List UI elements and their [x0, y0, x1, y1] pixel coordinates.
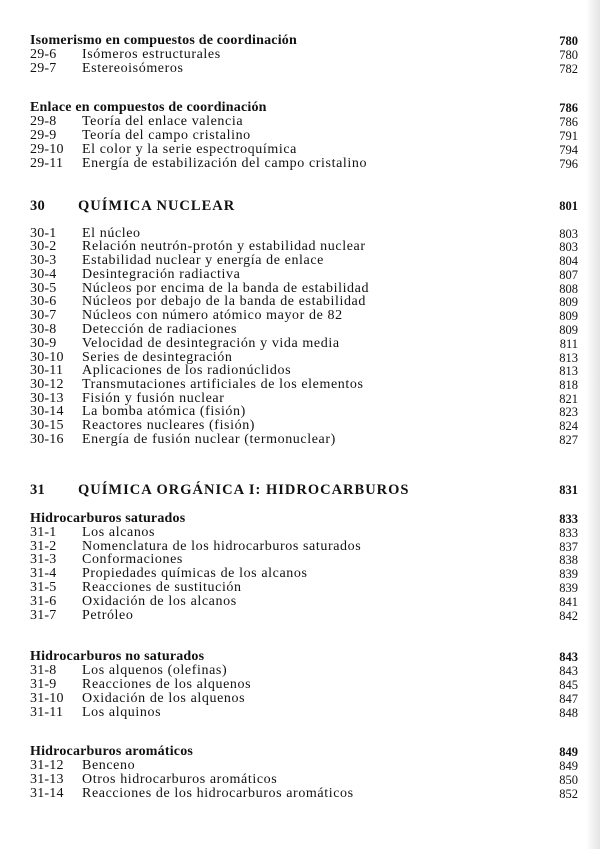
entry-number: 31 [30, 482, 45, 498]
page-edge-shadow [586, 0, 600, 849]
entry-title: Reacciones de los alquenos [82, 677, 252, 692]
entry-number: 30-2 [30, 239, 57, 254]
page-number: 786 [559, 101, 578, 115]
page-number: 833 [559, 512, 578, 526]
entry-number: 31-11 [30, 705, 64, 720]
toc-entry [0, 526, 600, 540]
page-number: 842 [559, 609, 578, 623]
page-number: 843 [559, 650, 578, 664]
entry-title: Oxidación de los alquenos [82, 691, 246, 706]
toc-entry [0, 309, 600, 323]
entry-number: 29-8 [30, 114, 57, 129]
entry-number: 30-5 [30, 281, 57, 296]
entry-title: Núcleos con número atómico mayor de 82 [82, 308, 343, 323]
entry-number: 31-5 [30, 580, 57, 595]
page-number: 850 [559, 773, 578, 787]
toc-entry [0, 157, 600, 171]
toc-entry [0, 295, 600, 309]
entry-number: 30-9 [30, 336, 57, 351]
entry-title: El núcleo [82, 226, 141, 241]
toc-entry [0, 419, 600, 433]
entry-title: Teoría del campo cristalino [82, 128, 251, 143]
entry-number: 29-9 [30, 128, 57, 143]
entry-number: 31-3 [30, 552, 57, 567]
page-number: 780 [559, 48, 578, 62]
entry-title: Petróleo [82, 608, 134, 623]
chapter-heading [0, 199, 600, 213]
entry-number: 30-15 [30, 418, 64, 433]
entry-title: Hidrocarburos no saturados [30, 649, 205, 664]
entry-title: Relación neutrón-protón y estabilidad nuclear [82, 239, 366, 254]
page-number: 809 [559, 309, 578, 323]
page-number: 804 [559, 254, 578, 268]
entry-title: Reacciones de los hidrocarburos aromáticos [82, 786, 354, 801]
entry-title: Benceno [82, 758, 136, 773]
toc-entry [0, 581, 600, 595]
entry-number: 31-1 [30, 525, 57, 540]
entry-number: 31-12 [30, 758, 64, 773]
entry-number: 30 [30, 198, 45, 214]
entry-number: 30-10 [30, 350, 64, 365]
page-number: 818 [559, 378, 578, 392]
entry-number: 30-6 [30, 294, 57, 309]
entry-title: Núcleos por debajo de la banda de estabilidad [82, 294, 366, 309]
entry-number: 30-11 [30, 363, 64, 378]
toc-entry [0, 143, 600, 157]
entry-title: La bomba atómica (fisión) [82, 404, 246, 419]
page-number: 847 [559, 692, 578, 706]
entry-title: Núcleos por encima de la banda de estabilidad [82, 281, 370, 296]
entry-number: 30-14 [30, 404, 64, 419]
page-number: 809 [559, 323, 578, 337]
entry-title: Enlace en compuestos de coordinación [30, 100, 267, 115]
page-number: 782 [559, 62, 578, 76]
toc-entry [0, 337, 600, 351]
page-number: 849 [559, 759, 578, 773]
entry-number: 31-4 [30, 566, 57, 581]
toc-entry [0, 405, 600, 419]
entry-title: Energía de fusión nuclear (termonuclear) [82, 432, 336, 447]
page-number: 813 [559, 351, 578, 365]
entry-number: 30-16 [30, 432, 64, 447]
entry-title: Fisión y fusión nuclear [82, 391, 225, 406]
entry-title: Isomerismo en compuestos de coordinación [30, 33, 297, 48]
page-number: 821 [559, 392, 578, 406]
toc-entry [0, 378, 600, 392]
toc-entry [0, 433, 600, 447]
toc-entry [0, 692, 600, 706]
page-number: 831 [559, 483, 578, 497]
entry-title: Desintegración radiactiva [82, 267, 241, 282]
page-number: 841 [559, 595, 578, 609]
entry-title: El color y la serie espectroquímica [82, 142, 297, 157]
toc-entry [0, 254, 600, 268]
toc-entry [0, 48, 600, 62]
page-number: 791 [559, 129, 578, 143]
entry-title: Propiedades químicas de los alcanos [82, 566, 308, 581]
entry-title: Estabilidad nuclear y energía de enlace [82, 253, 324, 268]
entry-title: Reactores nucleares (fisión) [82, 418, 256, 433]
entry-number: 30-12 [30, 377, 64, 392]
page-number: 786 [559, 115, 578, 129]
page-number: 780 [559, 34, 578, 48]
entry-title: Conformaciones [82, 552, 183, 567]
page-number: 827 [559, 433, 578, 447]
page-number: 845 [559, 678, 578, 692]
page-number: 794 [559, 143, 578, 157]
entry-title: Teoría del enlace valencia [82, 114, 244, 129]
page-number: 837 [559, 540, 578, 554]
entry-title: Estereoisómeros [82, 61, 184, 76]
entry-title: Reacciones de sustitución [82, 580, 242, 595]
page-number: 796 [559, 157, 578, 171]
section-heading [0, 745, 600, 759]
entry-title: Nomenclatura de los hidrocarburos saturados [82, 539, 362, 554]
toc-entry [0, 240, 600, 254]
section-heading [0, 34, 600, 48]
entry-title: Hidrocarburos aromáticos [30, 744, 194, 759]
entry-number: 30-8 [30, 322, 57, 337]
toc-entry [0, 595, 600, 609]
page-number: 833 [559, 526, 578, 540]
page-number: 808 [559, 282, 578, 296]
toc-entry [0, 323, 600, 337]
page-number: 803 [559, 227, 578, 241]
page-number: 824 [559, 419, 578, 433]
toc-entry [0, 706, 600, 720]
entry-number: 29-6 [30, 47, 57, 62]
entry-number: 31-7 [30, 608, 57, 623]
page-number: 848 [559, 706, 578, 720]
page-number: 811 [559, 337, 578, 351]
toc-entry [0, 268, 600, 282]
entry-title: QUÍMICA ORGÁNICA I: HIDROCARBUROS [78, 482, 410, 498]
toc-entry [0, 553, 600, 567]
entry-number: 29-7 [30, 61, 57, 76]
page-number: 838 [559, 553, 578, 567]
page-number: 803 [559, 240, 578, 254]
entry-number: 31-8 [30, 663, 57, 678]
entry-title: Energía de estabilización del campo cristalino [82, 156, 368, 171]
entry-title: Velocidad de desintegración y vida media [82, 336, 340, 351]
entry-number: 30-1 [30, 226, 57, 241]
entry-title: Otros hidrocarburos aromáticos [82, 772, 278, 787]
entry-number: 30-7 [30, 308, 57, 323]
page-number: 852 [559, 787, 578, 801]
entry-title: Los alquenos (olefinas) [82, 663, 228, 678]
entry-title: QUÍMICA NUCLEAR [78, 198, 236, 214]
page-number: 801 [559, 199, 578, 213]
toc-entry [0, 678, 600, 692]
toc-entry [0, 115, 600, 129]
page-number: 843 [559, 664, 578, 678]
page-number: 807 [559, 268, 578, 282]
page-number: 823 [559, 405, 578, 419]
entry-title: Detección de radiaciones [82, 322, 238, 337]
entry-number: 30-3 [30, 253, 57, 268]
entry-title: Los alcanos [82, 525, 156, 540]
entry-number: 31-2 [30, 539, 57, 554]
section-heading [0, 512, 600, 526]
section-heading [0, 650, 600, 664]
page-number: 839 [559, 581, 578, 595]
entry-title: Oxidación de los alcanos [82, 594, 237, 609]
toc-entry [0, 567, 600, 581]
section-heading [0, 101, 600, 115]
toc-entry [0, 664, 600, 678]
toc-entry [0, 62, 600, 76]
entry-title: Los alquinos [82, 705, 162, 720]
entry-number: 31-10 [30, 691, 64, 706]
page-number: 839 [559, 567, 578, 581]
toc-entry [0, 129, 600, 143]
toc-entry [0, 787, 600, 801]
entry-number: 31-6 [30, 594, 57, 609]
entry-number: 30-13 [30, 391, 64, 406]
entry-number: 31-9 [30, 677, 57, 692]
chapter-heading [0, 483, 600, 497]
entry-title: Series de desintegración [82, 350, 233, 365]
toc-entry [0, 773, 600, 787]
page-number: 813 [559, 364, 578, 378]
toc-entry [0, 759, 600, 773]
entry-title: Aplicaciones de los radionúclidos [82, 363, 292, 378]
entry-number: 31-13 [30, 772, 64, 787]
toc-entry [0, 364, 600, 378]
entry-title: Isómeros estructurales [82, 47, 221, 62]
entry-title: Transmutaciones artificiales de los elementos [82, 377, 364, 392]
entry-number: 29-11 [30, 156, 64, 171]
page-number: 849 [559, 745, 578, 759]
entry-number: 29-10 [30, 142, 64, 157]
entry-number: 31-14 [30, 786, 64, 801]
page-number: 809 [559, 295, 578, 309]
entry-number: 30-4 [30, 267, 57, 282]
entry-title: Hidrocarburos saturados [30, 511, 186, 526]
toc-entry [0, 609, 600, 623]
